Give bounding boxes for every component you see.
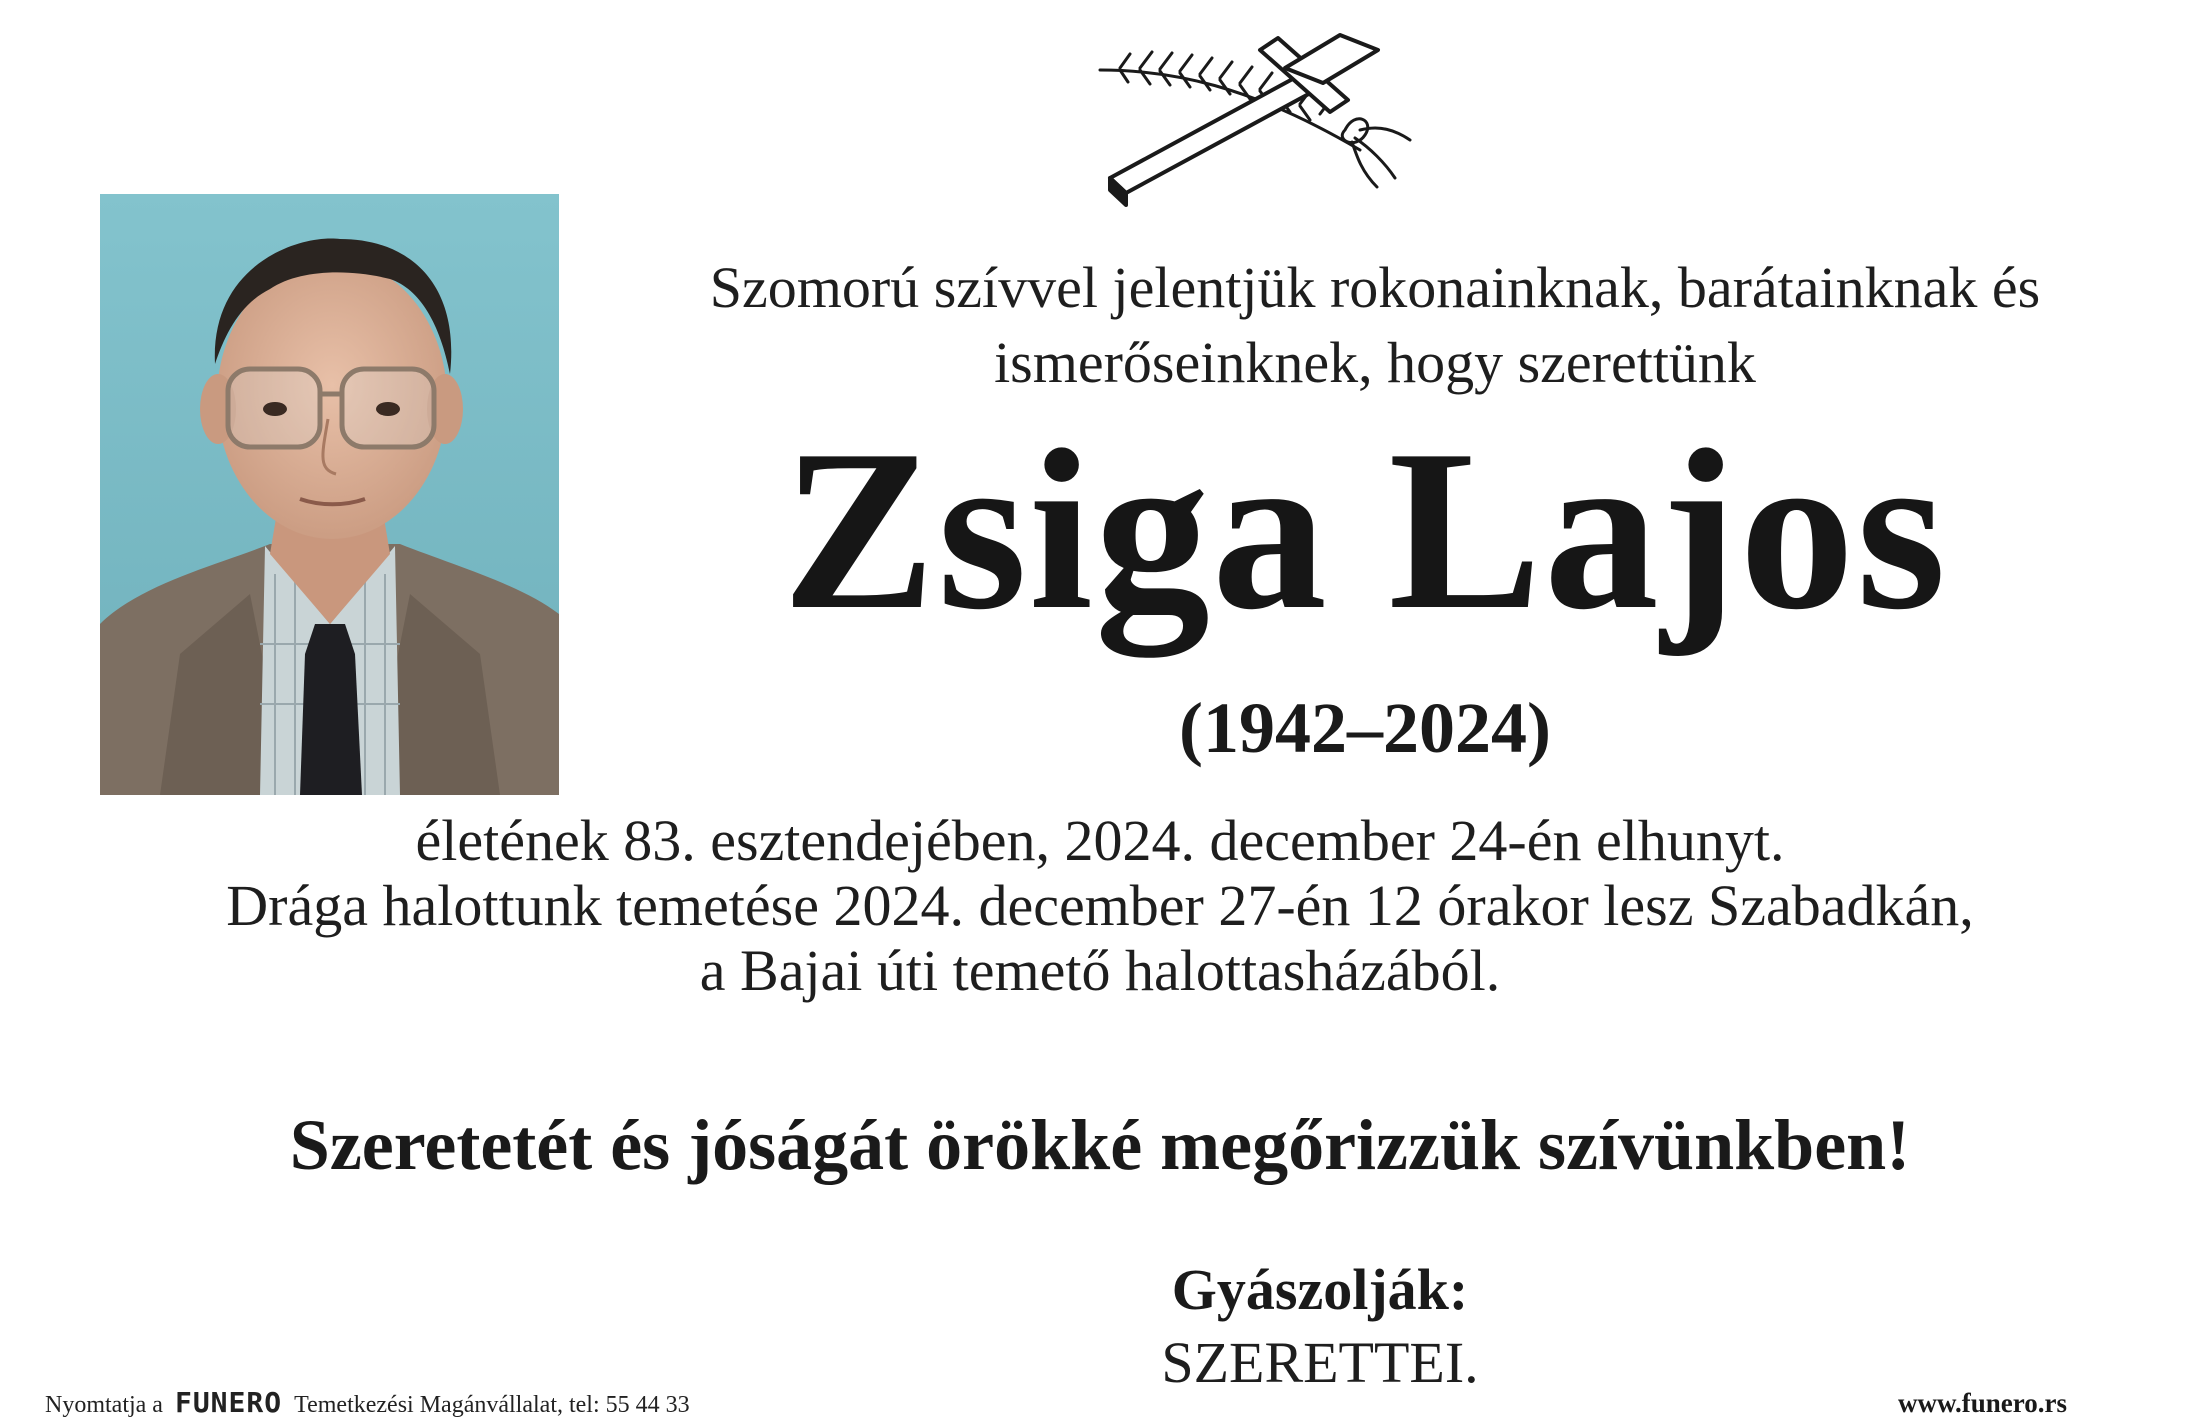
printer-credit <box>45 1388 690 1420</box>
printed-by-label: Nyomtatja a <box>45 1392 163 1418</box>
detail-line-1: életének 83. esztendejében, 2024. december 24-én elhunyt. <box>415 808 1785 873</box>
life-years: (1942–2024) <box>1179 688 1551 768</box>
mourners: SZERETTEI. <box>1161 1330 1479 1395</box>
cross-with-palm-branch-icon <box>1090 30 1430 220</box>
deceased-name: Zsiga Lajos <box>782 402 1948 657</box>
intro-line-1: Szomorú szívvel jelentjük rokonainknak, barátainknak és <box>709 255 2041 320</box>
portrait-photo <box>100 194 559 795</box>
company-info: Temetkezési Magánvállalat, tel: 55 44 33 <box>294 1392 690 1418</box>
intro-line-2: ismerőseinknek, hogy szerettünk <box>994 330 1756 395</box>
website-link[interactable]: www.funero.rs <box>1897 1388 2067 1418</box>
mourners-label: Gyászolják: <box>1171 1257 1469 1322</box>
memorial-motto: Szeretetét és jóságát örökké megőrizzük szívünkben! <box>289 1105 1911 1185</box>
funeral-details <box>60 808 2140 1003</box>
detail-line-2: Drága halottunk temetése 2024. december 27-én 12 órakor lesz Szabadkán, <box>226 873 1974 938</box>
detail-line-3: a Bajai úti temető halottasházából. <box>699 938 1501 1003</box>
funero-logo: FUNERO <box>174 1386 283 1419</box>
intro-text <box>620 250 2130 400</box>
